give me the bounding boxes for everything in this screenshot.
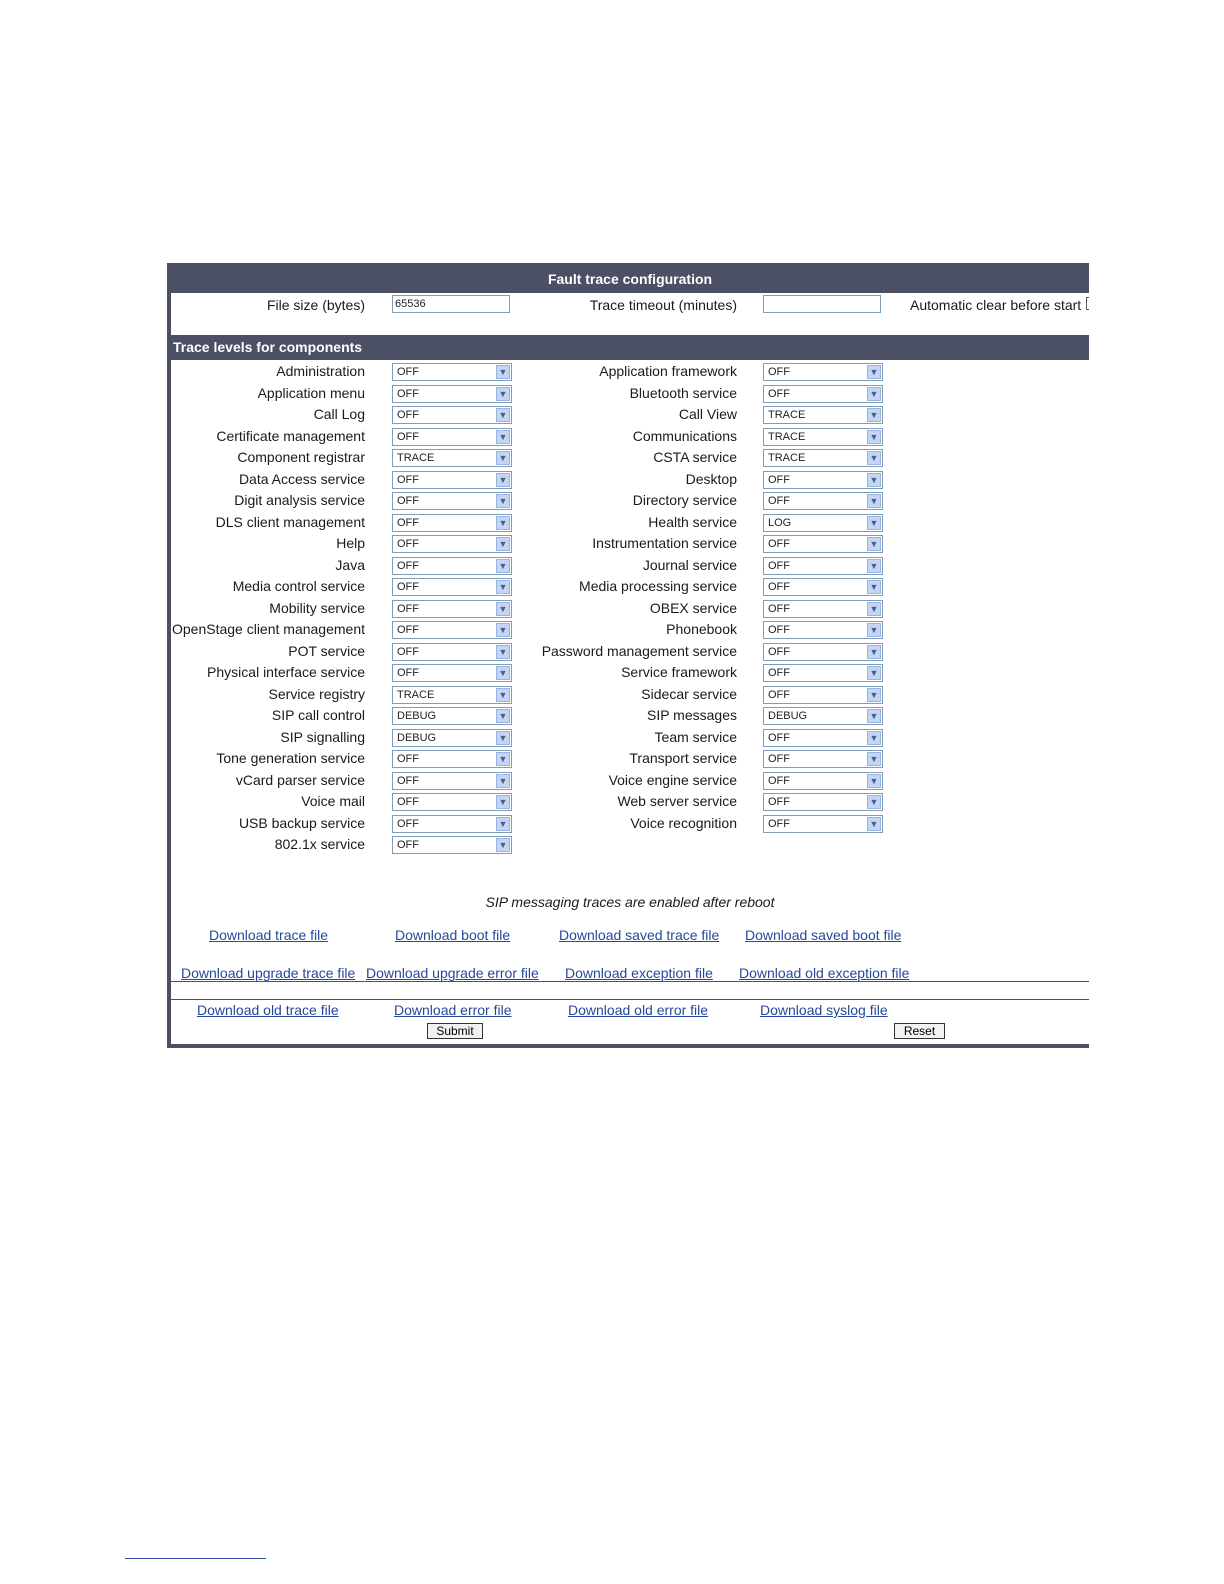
trace-level-value: OFF <box>397 581 419 593</box>
trace-level-value: OFF <box>397 839 419 851</box>
chevron-down-icon[interactable]: ▼ <box>496 838 510 852</box>
chevron-down-icon[interactable]: ▼ <box>496 580 510 594</box>
trace-level-value: OFF <box>768 559 790 572</box>
download-link[interactable]: Download exception file <box>565 965 713 981</box>
footnote-separator <box>125 1558 266 1559</box>
component-label: Journal service <box>642 556 737 573</box>
component-label: USB backup service <box>238 814 365 831</box>
trace-level-select[interactable] <box>763 793 883 811</box>
trace-level-value: OFF <box>397 473 419 486</box>
chevron-down-icon[interactable]: ▼ <box>496 688 510 702</box>
chevron-down-icon[interactable]: ▼ <box>496 623 510 637</box>
trace-level-select[interactable] <box>763 600 883 618</box>
trace-level-value: OFF <box>397 774 419 787</box>
chevron-down-icon[interactable]: ▼ <box>867 602 881 616</box>
trace-level-value: OFF <box>768 473 790 486</box>
component-label: Voice recognition <box>630 814 737 831</box>
component-label: Application framework <box>599 363 737 379</box>
component-label: Tone generation service <box>216 750 365 766</box>
trace-level-value: OFF <box>768 753 790 765</box>
chevron-down-icon[interactable]: ▼ <box>867 731 881 745</box>
component-label: Web server service <box>617 793 737 809</box>
trace-level-select[interactable] <box>763 535 883 553</box>
chevron-down-icon[interactable]: ▼ <box>867 559 881 573</box>
chevron-down-icon[interactable]: ▼ <box>867 688 881 702</box>
chevron-down-icon[interactable]: ▼ <box>496 516 510 530</box>
trace-level-select[interactable] <box>392 621 512 639</box>
component-label: Voice mail <box>301 793 365 809</box>
trace-level-select[interactable] <box>763 449 883 467</box>
chevron-down-icon[interactable]: ▼ <box>867 365 881 379</box>
trace-timeout-label: Trace timeout (minutes) <box>589 297 737 313</box>
chevron-down-icon[interactable]: ▼ <box>496 451 510 465</box>
trace-timeout-input[interactable] <box>763 295 881 313</box>
component-label: OBEX service <box>649 599 737 616</box>
chevron-down-icon[interactable]: ▼ <box>867 666 881 680</box>
trace-level-select[interactable] <box>392 428 512 446</box>
chevron-down-icon[interactable]: ▼ <box>496 709 510 723</box>
trace-level-select[interactable] <box>392 363 512 381</box>
download-link[interactable]: Download error file <box>394 1002 512 1018</box>
component-label: Password management service <box>541 642 737 659</box>
component-label: Media control service <box>232 578 365 594</box>
component-label: CSTA service <box>653 449 737 465</box>
component-label: Bluetooth service <box>629 384 737 401</box>
trace-level-value: DEBUG <box>397 710 437 722</box>
chevron-down-icon[interactable]: ▼ <box>496 473 510 487</box>
trace-level-value: OFF <box>397 645 419 658</box>
trace-level-select[interactable] <box>392 836 512 854</box>
download-link[interactable]: Download old trace file <box>197 1002 339 1018</box>
download-link[interactable]: Download trace file <box>209 927 329 943</box>
component-label: Java <box>335 556 365 573</box>
trace-level-value: TRACE <box>768 430 806 443</box>
trace-level-value: OFF <box>768 796 790 808</box>
trace-level-value: OFF <box>397 796 419 808</box>
trace-level-select[interactable] <box>392 449 512 467</box>
trace-level-select[interactable] <box>392 492 512 510</box>
component-label: Voice engine service <box>608 771 737 788</box>
reset-button[interactable]: Reset <box>894 1023 945 1039</box>
trace-level-select[interactable] <box>392 406 512 424</box>
divider <box>171 999 1089 1000</box>
trace-level-value: TRACE <box>768 452 806 464</box>
chevron-down-icon[interactable]: ▼ <box>496 602 510 616</box>
chevron-down-icon[interactable]: ▼ <box>867 516 881 530</box>
chevron-down-icon[interactable]: ▼ <box>496 365 510 379</box>
chevron-down-icon[interactable]: ▼ <box>867 537 881 551</box>
trace-level-select[interactable] <box>392 385 512 403</box>
trace-level-value: OFF <box>768 366 790 378</box>
chevron-down-icon[interactable]: ▼ <box>496 387 510 401</box>
download-link[interactable]: Download saved boot file <box>745 927 902 943</box>
component-label: Help <box>336 535 365 551</box>
trace-level-value: OFF <box>768 581 790 593</box>
component-label: Physical interface service <box>207 664 365 680</box>
trace-level-value: OFF <box>397 559 419 572</box>
chevron-down-icon[interactable]: ▼ <box>496 666 510 680</box>
chevron-down-icon[interactable]: ▼ <box>496 817 510 831</box>
chevron-down-icon[interactable]: ▼ <box>867 451 881 465</box>
chevron-down-icon[interactable]: ▼ <box>867 408 881 422</box>
chevron-down-icon[interactable]: ▼ <box>496 430 510 444</box>
component-label: 802.1x service <box>274 836 365 852</box>
trace-level-value: DEBUG <box>397 731 437 744</box>
trace-level-select[interactable] <box>763 643 883 661</box>
trace-level-select[interactable] <box>392 729 512 747</box>
component-label: Digit analysis service <box>234 492 365 508</box>
chevron-down-icon[interactable]: ▼ <box>867 752 881 766</box>
component-label: Service registry <box>268 685 365 702</box>
chevron-down-icon[interactable]: ▼ <box>496 645 510 659</box>
chevron-down-icon[interactable]: ▼ <box>867 709 881 723</box>
component-label: OpenStage client management <box>171 621 365 637</box>
trace-level-value: OFF <box>397 817 419 830</box>
trace-level-select[interactable] <box>763 664 883 682</box>
component-label: Call Log <box>313 406 365 422</box>
chevron-down-icon[interactable]: ▼ <box>496 752 510 766</box>
component-label: SIP messages <box>646 707 737 723</box>
trace-level-select[interactable] <box>392 514 512 532</box>
chevron-down-icon[interactable]: ▼ <box>867 430 881 444</box>
trace-level-select[interactable] <box>763 557 883 575</box>
component-label: Team service <box>654 728 737 745</box>
trace-level-select[interactable] <box>392 815 512 833</box>
trace-level-value: OFF <box>397 430 419 443</box>
trace-level-value: LOG <box>768 516 792 529</box>
trace-level-value: OFF <box>397 624 419 636</box>
chevron-down-icon[interactable]: ▼ <box>867 795 881 809</box>
trace-level-value: OFF <box>397 538 419 550</box>
chevron-down-icon[interactable]: ▼ <box>496 494 510 508</box>
trace-level-value: OFF <box>768 624 790 636</box>
trace-level-select[interactable] <box>763 471 883 489</box>
trace-level-value: OFF <box>768 538 790 550</box>
download-link[interactable]: Download syslog file <box>760 1002 888 1018</box>
trace-level-select[interactable] <box>392 686 512 704</box>
chevron-down-icon[interactable]: ▼ <box>867 473 881 487</box>
auto-clear-label: Automatic clear before start <box>910 297 1082 313</box>
file-size-label: File size (bytes) <box>266 297 365 313</box>
trace-level-value: OFF <box>768 774 790 787</box>
component-label: Component registrar <box>237 449 365 465</box>
component-label: Administration <box>276 363 365 379</box>
trace-level-select[interactable] <box>763 428 883 446</box>
chevron-down-icon[interactable]: ▼ <box>867 580 881 594</box>
submit-button[interactable]: Submit <box>427 1023 483 1039</box>
divider <box>171 981 1089 982</box>
component-label: SIP call control <box>271 707 365 723</box>
component-label: Desktop <box>685 470 737 487</box>
download-link[interactable]: Download old error file <box>568 1002 709 1018</box>
trace-level-value: OFF <box>768 387 790 400</box>
trace-level-select[interactable] <box>392 750 512 768</box>
trace-level-value: OFF <box>397 667 419 679</box>
fault-trace-panel <box>167 263 1089 1048</box>
download-link[interactable]: Download boot file <box>395 927 511 943</box>
trace-level-select[interactable] <box>392 578 512 596</box>
auto-clear-checkbox[interactable] <box>1086 297 1089 310</box>
file-size-input[interactable] <box>392 295 510 313</box>
trace-level-value: OFF <box>397 516 419 529</box>
chevron-down-icon[interactable]: ▼ <box>496 559 510 573</box>
download-link[interactable]: Download upgrade trace file <box>181 965 356 981</box>
trace-level-value: DEBUG <box>768 710 808 722</box>
trace-level-select[interactable] <box>763 772 883 790</box>
trace-level-select[interactable] <box>392 535 512 553</box>
component-label: POT service <box>288 642 365 659</box>
chevron-down-icon[interactable]: ▼ <box>496 774 510 788</box>
component-label: Service framework <box>621 664 737 680</box>
component-label: Directory service <box>632 492 737 508</box>
component-label: Communications <box>632 427 737 444</box>
trace-level-select[interactable] <box>763 514 883 532</box>
trace-level-select[interactable] <box>763 578 883 596</box>
chevron-down-icon[interactable]: ▼ <box>496 731 510 745</box>
chevron-down-icon[interactable]: ▼ <box>867 387 881 401</box>
trace-level-value: OFF <box>768 817 790 830</box>
chevron-down-icon[interactable]: ▼ <box>496 795 510 809</box>
trace-level-select[interactable] <box>392 664 512 682</box>
trace-level-select[interactable] <box>392 471 512 489</box>
trace-level-select[interactable] <box>392 707 512 725</box>
chevron-down-icon[interactable]: ▼ <box>496 537 510 551</box>
chevron-down-icon[interactable]: ▼ <box>867 494 881 508</box>
component-label: Certificate management <box>216 427 365 444</box>
trace-level-select[interactable] <box>763 363 883 381</box>
trace-level-value: OFF <box>768 667 790 679</box>
chevron-down-icon[interactable]: ▼ <box>867 817 881 831</box>
component-label: DLS client management <box>215 513 365 530</box>
trace-level-select[interactable] <box>392 793 512 811</box>
component-label: Sidecar service <box>641 685 737 702</box>
trace-level-select[interactable] <box>763 621 883 639</box>
component-label: Call View <box>678 406 737 422</box>
trace-level-value: OFF <box>397 753 419 765</box>
component-label: Instrumentation service <box>592 535 737 551</box>
trace-level-select[interactable] <box>763 707 883 725</box>
download-link[interactable]: Download saved trace file <box>559 927 720 943</box>
trace-level-value: OFF <box>397 366 419 378</box>
chevron-down-icon[interactable]: ▼ <box>867 645 881 659</box>
sip-note: SIP messaging traces are enabled after reboot <box>485 894 775 910</box>
component-label: Media processing service <box>579 578 737 594</box>
download-link[interactable]: Download old exception file <box>739 965 910 981</box>
trace-level-value: TRACE <box>397 452 435 464</box>
trace-level-value: OFF <box>768 495 790 507</box>
component-label: Application menu <box>257 384 365 401</box>
section-title: Trace levels for components <box>171 335 1089 360</box>
trace-level-select[interactable] <box>763 750 883 768</box>
trace-level-select[interactable] <box>763 815 883 833</box>
trace-level-value: OFF <box>397 387 419 400</box>
trace-level-value: OFF <box>768 645 790 658</box>
component-label: SIP signalling <box>280 728 365 745</box>
trace-level-select[interactable] <box>763 729 883 747</box>
trace-level-select[interactable] <box>392 643 512 661</box>
chevron-down-icon[interactable]: ▼ <box>496 408 510 422</box>
trace-level-value: TRACE <box>397 688 435 701</box>
download-link[interactable]: Download upgrade error file <box>366 965 539 981</box>
component-label: Data Access service <box>238 470 365 487</box>
trace-level-select[interactable] <box>392 600 512 618</box>
trace-level-select[interactable] <box>763 385 883 403</box>
component-label: Health service <box>648 513 737 530</box>
trace-level-select[interactable] <box>763 686 883 704</box>
trace-level-value: OFF <box>397 409 419 421</box>
component-label: Mobility service <box>269 599 365 616</box>
trace-level-select[interactable] <box>392 557 512 575</box>
trace-level-value: OFF <box>397 495 419 507</box>
trace-level-select[interactable] <box>763 492 883 510</box>
chevron-down-icon[interactable]: ▼ <box>867 774 881 788</box>
trace-level-value: OFF <box>768 731 790 744</box>
component-label: vCard parser service <box>235 771 365 788</box>
trace-level-value: OFF <box>768 602 790 615</box>
trace-level-select[interactable] <box>763 406 883 424</box>
panel-title: Fault trace configuration <box>171 263 1089 293</box>
trace-level-select[interactable] <box>392 772 512 790</box>
component-label: Phonebook <box>666 621 737 637</box>
component-label: Transport service <box>629 750 737 766</box>
trace-level-value: OFF <box>397 602 419 615</box>
trace-level-value: TRACE <box>768 409 806 421</box>
trace-level-value: OFF <box>768 688 790 701</box>
chevron-down-icon[interactable]: ▼ <box>867 623 881 637</box>
